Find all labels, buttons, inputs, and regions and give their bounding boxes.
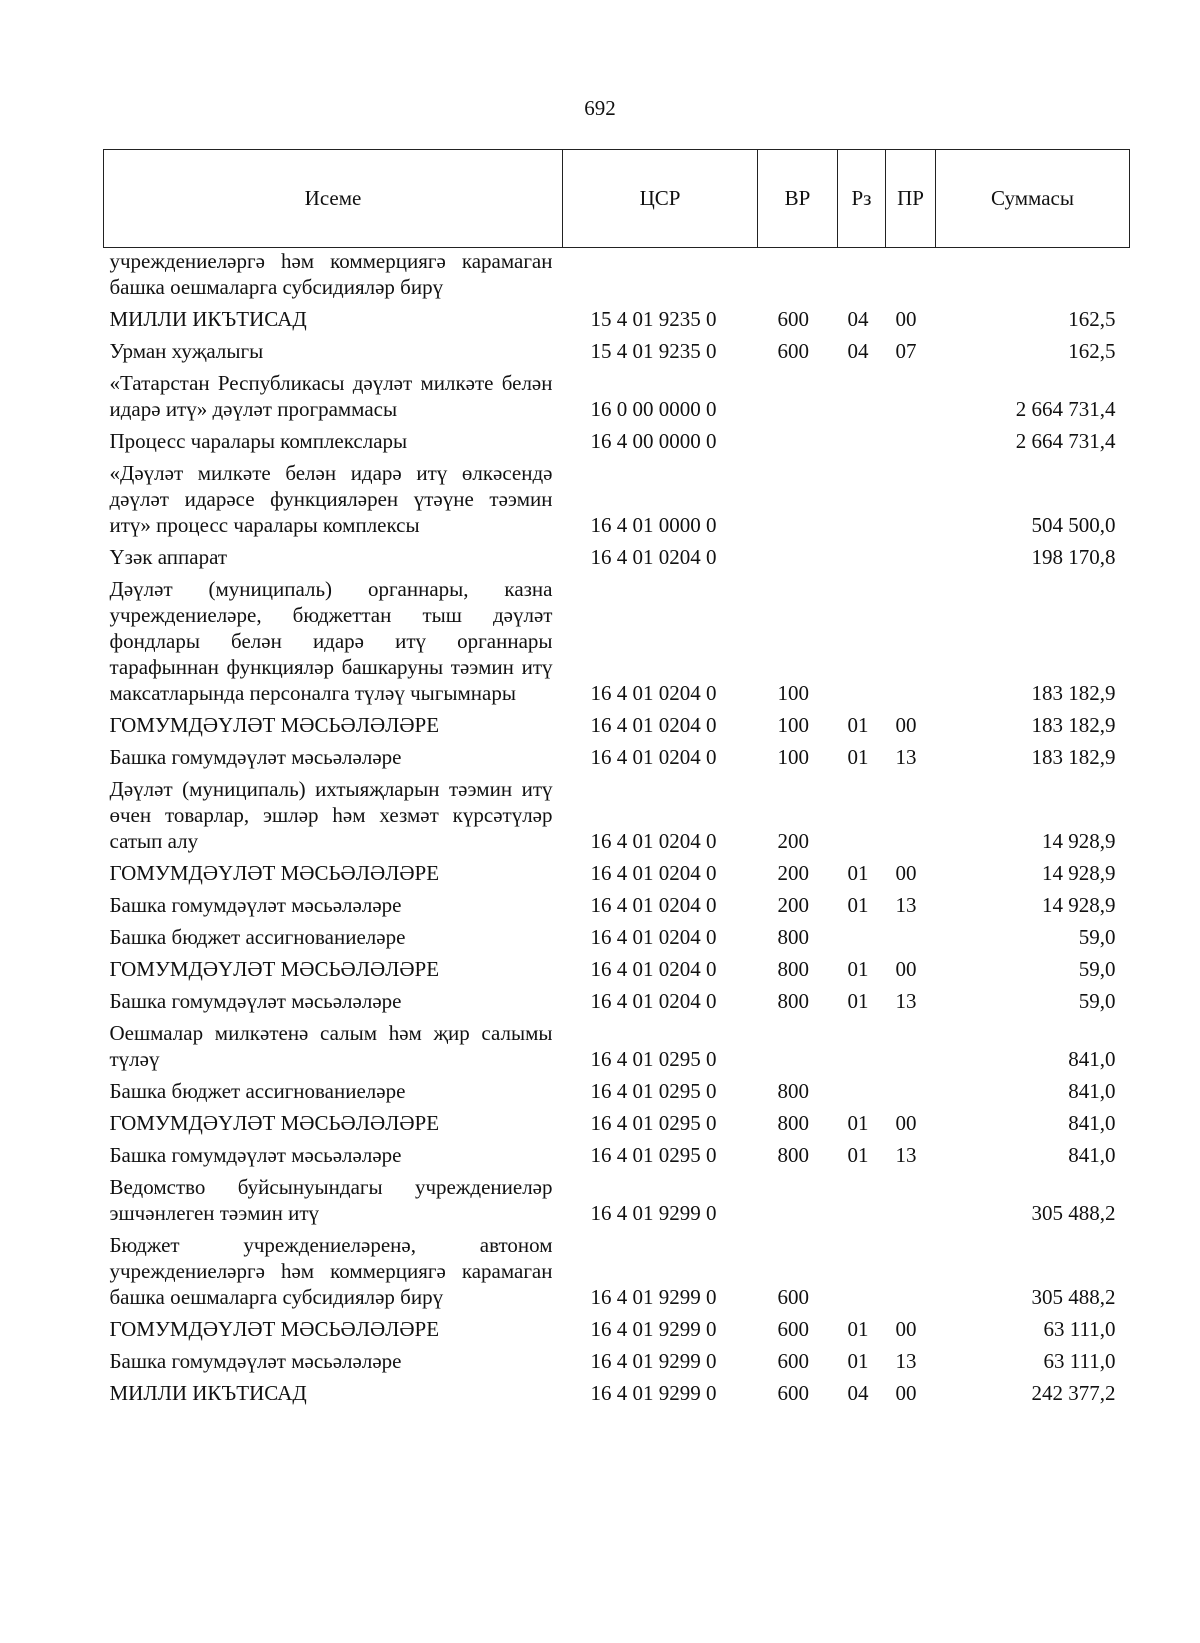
table-row: [104, 954, 1130, 986]
cell-pr: 13: [895, 1143, 917, 1167]
table-row: [104, 986, 1130, 1018]
cell-csr: 16 4 01 0204 0: [590, 545, 717, 569]
cell-name: Башка гомумдәүләт мәсьәләләре: [109, 893, 402, 917]
cell-name: Дәүләт (муниципаль) органнары, казна учреждениеләре, бюджеттан тыш дәүләт фондлары белән идарә итү органнары тарафыннан функцияләр башкаруны тәэмин итү максатларында персоналга түләү чыгымнары: [109, 577, 553, 705]
cell-csr: 16 4 01 0204 0: [590, 925, 717, 949]
table-row: [104, 248, 1130, 305]
cell-csr: 16 4 00 0000 0: [590, 429, 717, 453]
cell-name: ГОМУМДӘҮЛӘТ МӘСЬӘЛӘЛӘРЕ: [109, 1317, 440, 1341]
table-row: [104, 1314, 1130, 1346]
cell-pr: 07: [895, 339, 917, 363]
cell-csr: 16 4 01 0295 0: [590, 1111, 717, 1135]
cell-vr: 100: [777, 681, 809, 705]
cell-pr: 00: [895, 861, 917, 885]
cell-pr: [886, 458, 936, 542]
cell-pr: [886, 542, 936, 574]
cell-sum: 63 111,0: [1043, 1317, 1116, 1341]
cell-sum: 242 377,2: [1031, 1381, 1116, 1405]
cell-csr: 16 4 01 0204 0: [590, 861, 717, 885]
cell-pr: [886, 574, 936, 710]
cell-sum: 305 488,2: [1031, 1201, 1116, 1225]
cell-name: учреждениеләргә һәм коммерциягә карамаган башка оешмаларга субсидияләр бирү: [109, 249, 553, 299]
cell-rz: 01: [847, 1349, 869, 1373]
cell-sum: 14 928,9: [1042, 893, 1116, 917]
cell-name: Процесс чаралары комплекслары: [109, 429, 408, 453]
cell-csr: 16 4 01 0204 0: [590, 989, 717, 1013]
cell-csr: 16 4 01 0204 0: [590, 829, 717, 853]
cell-vr: [758, 1018, 838, 1076]
cell-pr: [886, 1172, 936, 1230]
cell-csr: 16 4 01 9299 0: [590, 1317, 717, 1341]
cell-rz: 04: [847, 339, 869, 363]
cell-csr: 16 4 01 0295 0: [590, 1047, 717, 1071]
cell-csr: 16 4 01 9299 0: [590, 1285, 717, 1309]
cell-csr: 16 4 01 0204 0: [590, 713, 717, 737]
cell-rz: 01: [847, 1143, 869, 1167]
cell-sum: 14 928,9: [1042, 829, 1116, 853]
cell-rz: 01: [847, 861, 869, 885]
table-row: [104, 1108, 1130, 1140]
cell-vr: 600: [777, 1317, 809, 1341]
table-body: [104, 248, 1130, 1411]
table-row: [104, 1076, 1130, 1108]
cell-rz: [838, 1018, 886, 1076]
cell-pr: [886, 248, 936, 305]
cell-pr: [886, 1018, 936, 1076]
cell-name: Урман хуҗалыгы: [109, 339, 264, 363]
cell-pr: 00: [895, 1381, 917, 1405]
cell-vr: [758, 368, 838, 426]
cell-csr: 16 4 01 0295 0: [590, 1079, 717, 1103]
cell-name: Башка бюджет ассигнованиеләре: [109, 925, 406, 949]
table-row: [104, 368, 1130, 426]
cell-sum: 59,0: [1078, 957, 1116, 981]
cell-csr: 15 4 01 9235 0: [590, 307, 717, 331]
cell-rz: [838, 542, 886, 574]
cell-rz: 04: [847, 1381, 869, 1405]
header-vr: ВР: [758, 150, 838, 248]
cell-pr: 00: [895, 307, 917, 331]
cell-name: Башка гомумдәүләт мәсьәләләре: [109, 1143, 402, 1167]
cell-rz: 01: [847, 1111, 869, 1135]
cell-csr: 16 4 01 0204 0: [590, 745, 717, 769]
table-row: [104, 710, 1130, 742]
cell-pr: 13: [895, 893, 917, 917]
table-row: [104, 890, 1130, 922]
cell-vr: 800: [777, 1111, 809, 1135]
cell-pr: 00: [895, 1317, 917, 1341]
table-row: [104, 1172, 1130, 1230]
cell-vr: 800: [777, 957, 809, 981]
cell-rz: [838, 248, 886, 305]
cell-name: «Татарстан Республикасы дәүләт милкәте белән идарә итү» дәүләт программасы: [109, 371, 553, 421]
cell-vr: 200: [777, 861, 809, 885]
cell-sum: 63 111,0: [1043, 1349, 1116, 1373]
table-header-row: [104, 150, 1130, 248]
cell-vr: 100: [777, 713, 809, 737]
cell-rz: [838, 922, 886, 954]
cell-rz: 01: [847, 989, 869, 1013]
cell-sum: 183 182,9: [1031, 681, 1116, 705]
table-row: [104, 304, 1130, 336]
cell-vr: 600: [777, 1349, 809, 1373]
cell-name: Башка гомумдәүләт мәсьәләләре: [109, 1349, 402, 1373]
cell-vr: [758, 248, 838, 305]
page-number: 692: [584, 96, 616, 120]
cell-pr: 00: [895, 1111, 917, 1135]
cell-name: Башка бюджет ассигнованиеләре: [109, 1079, 406, 1103]
cell-vr: [758, 1172, 838, 1230]
cell-rz: [838, 368, 886, 426]
cell-rz: 01: [847, 745, 869, 769]
cell-sum: 183 182,9: [1031, 745, 1116, 769]
cell-vr: [758, 458, 838, 542]
header-pr: ПР: [886, 150, 936, 248]
cell-rz: [838, 574, 886, 710]
cell-pr: 00: [895, 957, 917, 981]
cell-name: ГОМУМДӘҮЛӘТ МӘСЬӘЛӘЛӘРЕ: [109, 1111, 440, 1135]
cell-name: Башка гомумдәүләт мәсьәләләре: [109, 989, 402, 1013]
cell-sum: 59,0: [1078, 989, 1116, 1013]
cell-name: МИЛЛИ ИКЪТИСАД: [109, 1381, 307, 1405]
cell-vr: 600: [777, 1381, 809, 1405]
cell-pr: [886, 1076, 936, 1108]
cell-vr: 600: [777, 307, 809, 331]
cell-pr: [886, 368, 936, 426]
cell-csr: 16 4 01 9299 0: [590, 1381, 717, 1405]
cell-csr: 16 4 01 0204 0: [590, 681, 717, 705]
cell-csr: 16 4 01 9299 0: [590, 1349, 717, 1373]
cell-name: «Дәүләт милкәте белән идарә итү өлкәсендә дәүләт идарәсе функцияләрен үтәүне тәэмин итү» процесс чаралары комплексы: [109, 461, 553, 537]
cell-rz: [838, 774, 886, 858]
cell-sum: 162,5: [1068, 307, 1116, 331]
budget-table: [103, 149, 1130, 1410]
cell-sum: 183 182,9: [1031, 713, 1116, 737]
cell-vr: 800: [777, 925, 809, 949]
cell-sum: 14 928,9: [1042, 861, 1116, 885]
cell-vr: 800: [777, 1143, 809, 1167]
cell-name: Бюджет учреждениеләренә, автоном учреждениеләргә һәм коммерциягә карамаган башка оешмаларга субсидияләр бирү: [109, 1233, 553, 1309]
cell-rz: [838, 458, 886, 542]
table-row: [104, 774, 1130, 858]
cell-vr: 800: [777, 989, 809, 1013]
table-row: [104, 1230, 1130, 1314]
cell-sum: 504 500,0: [1031, 513, 1116, 537]
cell-name: Башка гомумдәүләт мәсьәләләре: [109, 745, 402, 769]
cell-vr: 200: [777, 893, 809, 917]
cell-csr: 16 4 01 0204 0: [590, 957, 717, 981]
table-row: [104, 1018, 1130, 1076]
header-sum: Суммасы: [936, 150, 1130, 248]
cell-rz: 01: [847, 893, 869, 917]
cell-rz: [838, 1172, 886, 1230]
cell-rz: [838, 426, 886, 458]
table-row: [104, 1140, 1130, 1172]
table-row: [104, 426, 1130, 458]
cell-csr: 16 4 01 0000 0: [590, 513, 717, 537]
cell-sum: 2 664 731,4: [1015, 429, 1116, 453]
cell-vr: 200: [777, 829, 809, 853]
cell-pr: 13: [895, 1349, 917, 1373]
header-name: Исеме: [104, 150, 563, 248]
cell-sum: [936, 248, 1130, 305]
table-row: [104, 858, 1130, 890]
cell-rz: 01: [847, 1317, 869, 1341]
cell-csr: 16 4 01 0204 0: [590, 893, 717, 917]
table-row: [104, 574, 1130, 710]
header-rz: Рз: [838, 150, 886, 248]
cell-name: ГОМУМДӘҮЛӘТ МӘСЬӘЛӘЛӘРЕ: [109, 861, 440, 885]
cell-rz: 04: [847, 307, 869, 331]
cell-rz: 01: [847, 713, 869, 737]
cell-csr: 16 4 01 0295 0: [590, 1143, 717, 1167]
cell-sum: 198 170,8: [1031, 545, 1116, 569]
cell-pr: 13: [895, 745, 917, 769]
cell-rz: 01: [847, 957, 869, 981]
cell-pr: 00: [895, 713, 917, 737]
cell-rz: [838, 1076, 886, 1108]
cell-pr: [886, 774, 936, 858]
cell-name: Үзәк аппарат: [109, 545, 228, 569]
table-row: [104, 542, 1130, 574]
table-row: [104, 336, 1130, 368]
cell-sum: 841,0: [1068, 1111, 1116, 1135]
cell-csr: 16 0 00 0000 0: [590, 397, 717, 421]
table-row: [104, 1378, 1130, 1410]
table-row: [104, 742, 1130, 774]
cell-sum: 162,5: [1068, 339, 1116, 363]
cell-sum: 305 488,2: [1031, 1285, 1116, 1309]
header-csr: ЦСР: [563, 150, 758, 248]
cell-vr: 600: [777, 339, 809, 363]
cell-name: Ведомство буйсынуындагы учреждениеләр эшчәнлеген тәэмин итү: [109, 1175, 553, 1225]
cell-sum: 841,0: [1068, 1047, 1116, 1071]
cell-pr: [886, 426, 936, 458]
cell-name: ГОМУМДӘҮЛӘТ МӘСЬӘЛӘЛӘРЕ: [109, 957, 440, 981]
cell-vr: 100: [777, 745, 809, 769]
table-row: [104, 922, 1130, 954]
table-row: [104, 1346, 1130, 1378]
cell-name: Дәүләт (муниципаль) ихтыяҗларын тәэмин итү өчен товарлар, эшләр һәм хезмәт күрсәтүләр сатып алу: [109, 777, 553, 853]
cell-pr: 13: [895, 989, 917, 1013]
cell-pr: [886, 922, 936, 954]
cell-csr: 15 4 01 9235 0: [590, 339, 717, 363]
cell-name: ГОМУМДӘҮЛӘТ МӘСЬӘЛӘЛӘРЕ: [109, 713, 440, 737]
cell-sum: 2 664 731,4: [1015, 397, 1116, 421]
cell-sum: 841,0: [1068, 1079, 1116, 1103]
cell-vr: 600: [777, 1285, 809, 1309]
cell-sum: 841,0: [1068, 1143, 1116, 1167]
cell-name: МИЛЛИ ИКЪТИСАД: [109, 307, 307, 331]
cell-csr: [563, 248, 758, 305]
cell-rz: [838, 1230, 886, 1314]
cell-name: Оешмалар милкәтенә салым һәм җир салымы түләү: [109, 1021, 553, 1071]
cell-vr: 800: [777, 1079, 809, 1103]
table-row: [104, 458, 1130, 542]
cell-csr: 16 4 01 9299 0: [590, 1201, 717, 1225]
cell-sum: 59,0: [1078, 925, 1116, 949]
cell-vr: [758, 426, 838, 458]
cell-pr: [886, 1230, 936, 1314]
cell-vr: [758, 542, 838, 574]
